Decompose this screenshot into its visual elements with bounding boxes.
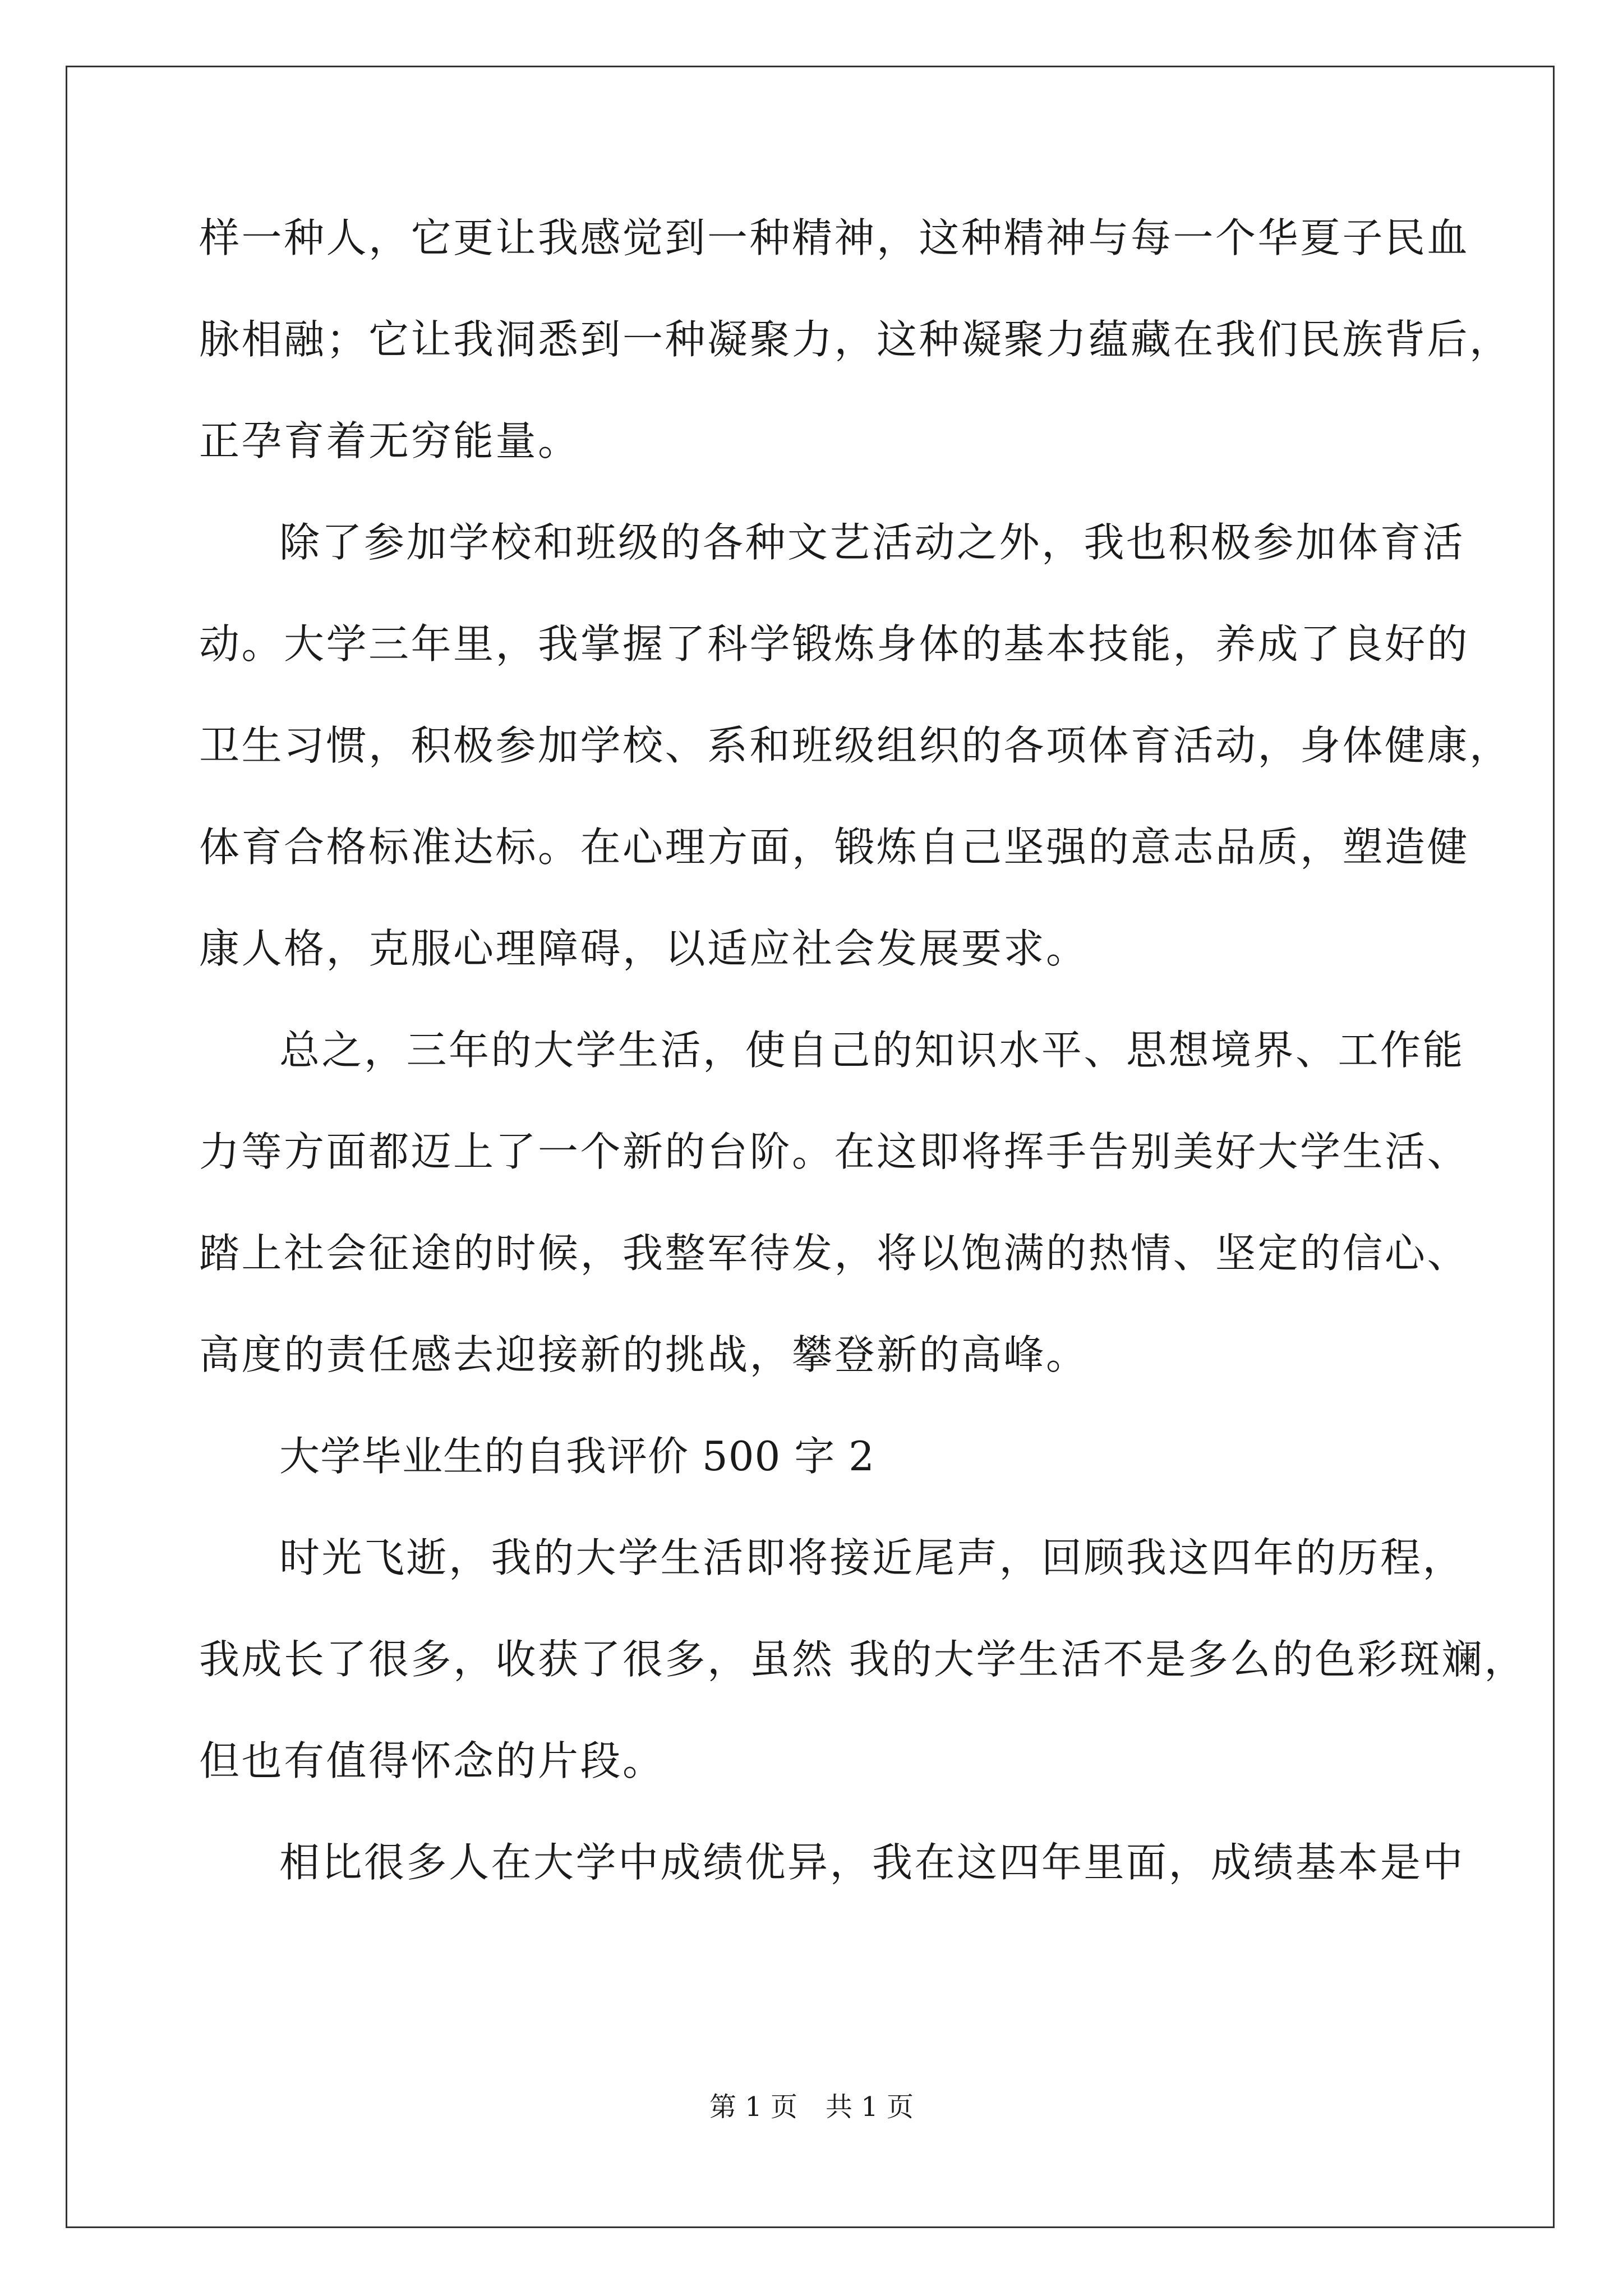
text-line: 脉相融；它让我洞悉到一种凝聚力，这种凝聚力蕴藏在我们民族背后， bbox=[199, 316, 1512, 363]
section-heading bbox=[199, 1433, 1424, 1479]
text-line: 总之，三年的大学生活，使自己的知识水平、思想境界、工作能 bbox=[279, 1027, 1465, 1074]
text-line: 正孕育着无穷能量。 bbox=[199, 417, 580, 464]
paragraph-3 bbox=[199, 1027, 1470, 1378]
text-line: 康人格，克服心理障碍，以适应社会发展要求。 bbox=[199, 925, 1089, 972]
paragraph-1 bbox=[199, 214, 1512, 464]
page-footer bbox=[0, 2091, 1623, 2123]
text-line: 除了参加学校和班级的各种文艺活动之外，我也积极参加体育活 bbox=[279, 519, 1465, 566]
text-line: 踏上社会征途的时候，我整军待发，将以饱满的热情、坚定的信心、 bbox=[199, 1230, 1470, 1277]
paragraph-5 bbox=[199, 1839, 1465, 1886]
text-line: 时光飞逝，我的大学生活即将接近尾声，回顾我这四年的历程， bbox=[279, 1534, 1465, 1581]
heading-text: 大学毕业生的自我评价 500 字 2 bbox=[279, 1433, 875, 1480]
paragraph-4 bbox=[199, 1534, 1527, 1784]
text-line: 卫生习惯，积极参加学校、系和班级组织的各项体育活动，身体健康， bbox=[199, 722, 1512, 769]
text-line: 我成长了很多，收获了很多，虽然 我的大学生活不是多么的色彩斑斓， bbox=[199, 1636, 1527, 1683]
paragraph-2 bbox=[199, 519, 1512, 972]
text-line: 力等方面都迈上了一个新的台阶。在这即将挥手告别美好大学生活、 bbox=[199, 1128, 1470, 1175]
page-number-current: 第 1 页 bbox=[709, 2091, 797, 2123]
page-number-total: 共 1 页 bbox=[826, 2091, 914, 2123]
text-line: 但也有值得怀念的片段。 bbox=[199, 1737, 665, 1784]
document-body bbox=[199, 214, 1527, 1941]
text-line: 高度的责任感去迎接新的挑战，攀登新的高峰。 bbox=[199, 1331, 1089, 1378]
text-line: 体育合格标准达标。在心理方面，锻炼自己坚强的意志品质，塑造健 bbox=[199, 823, 1470, 871]
text-line: 相比很多人在大学中成绩优异，我在这四年里面，成绩基本是中 bbox=[279, 1839, 1465, 1886]
text-line: 样一种人，它更让我感觉到一种精神，这种精神与每一个华夏子民血 bbox=[199, 214, 1470, 261]
text-line: 动。大学三年里，我掌握了科学锻炼身体的基本技能，养成了良好的 bbox=[199, 620, 1470, 668]
